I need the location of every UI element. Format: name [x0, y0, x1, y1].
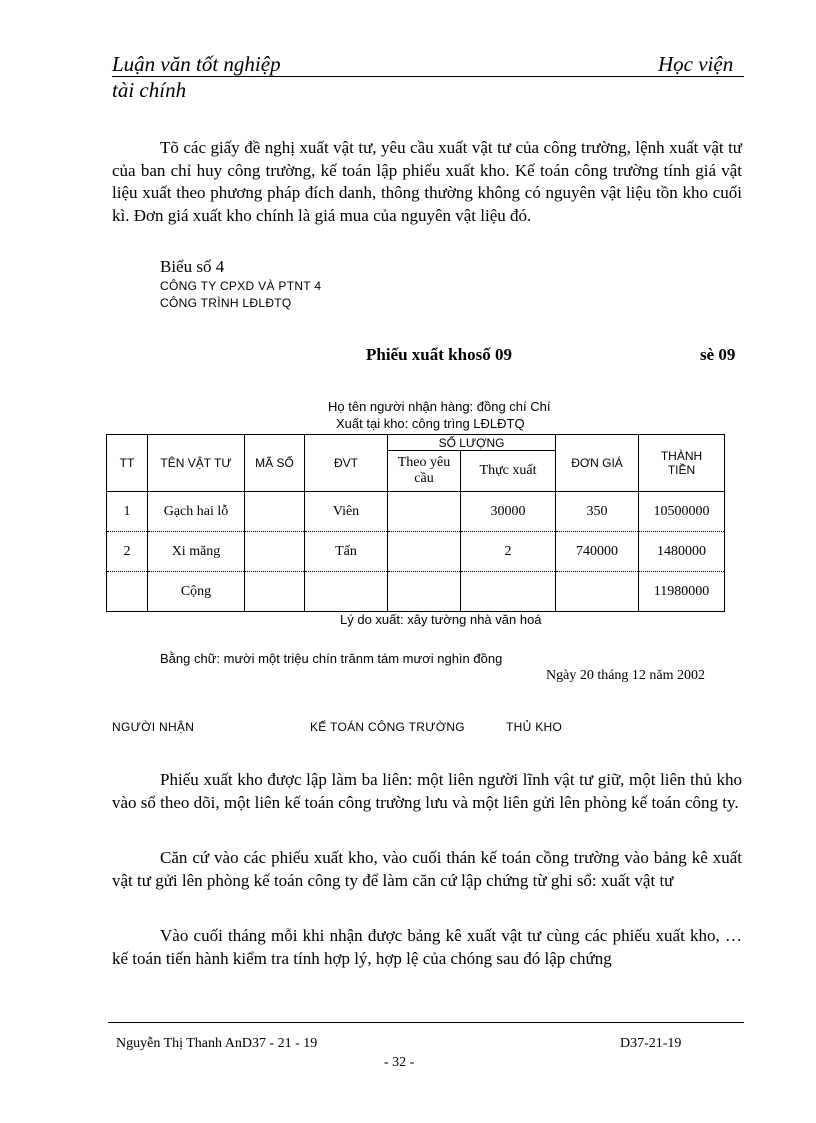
col-amount: THÀNH TIỀN [639, 435, 725, 492]
body-paragraph-1: Phiếu xuất kho được lập làm ba liên: một liên người lĩnh vật tư giữ, một liên thủ kho vào sổ theo dõi, một liên kế toán công trường lưu và một liên gửi lên phòng kế toán công ty. [112, 770, 742, 812]
col-tt: TT [107, 435, 148, 492]
warehouse-line: Xuất tại kho: công trìng LĐLĐTQ [336, 416, 525, 431]
table-row [107, 492, 725, 532]
cell-code [245, 492, 305, 532]
col-qty-actual: Thực xuất [461, 451, 556, 492]
cell-actual: 2 [461, 532, 556, 572]
body-paragraph-3: Vào cuối tháng mỗi khi nhận được bảng kê xuất vật tư cùng các phiếu xuất kho, … kế toán tiến hành kiểm tra tính hợp lý, hợp lệ của chóng sau đó lập chứng [112, 926, 742, 968]
table-row [107, 532, 725, 572]
cell-price: 350 [556, 492, 639, 532]
cell-actual: 30000 [461, 492, 556, 532]
cell-tt: 1 [107, 492, 148, 532]
body-paragraph-2: Căn cứ vào các phiếu xuất kho, vào cuối thán kế toán cồng trường vào bảng kê xuất vật tư gửi lên phòng kế toán công ty để làm căn cứ lập chứng từ ghi sổ: xuất vật tư [112, 848, 742, 890]
issue-slip-table [106, 434, 725, 612]
issue-date: Ngày 20 tháng 12 năm 2002 [546, 668, 706, 683]
col-qty-group: SỐ LƯỢNG [388, 435, 556, 451]
signature-storekeeper: THỦ KHO [506, 720, 563, 734]
site-name: CÔNG TRÌNH LĐLĐTQ [160, 296, 292, 310]
total-row [107, 572, 725, 612]
col-unit: ĐVT [305, 435, 388, 492]
header-left-line2: tài chính [112, 78, 187, 102]
header-right: Học viện [658, 52, 734, 76]
cell-name: Gạch hai lỗ [148, 492, 245, 532]
signature-receiver: NGƯỜI NHẬN [112, 720, 195, 734]
form-number: sè 09 [700, 345, 736, 364]
cell-code [245, 532, 305, 572]
header-left: Luận văn tốt nghiệp [112, 52, 281, 76]
header-rule [112, 76, 744, 77]
col-unit-price: ĐƠN GIÁ [556, 435, 639, 492]
cell-requested [388, 532, 461, 572]
footer-rule [108, 1022, 744, 1023]
footer-author: Nguyễn Thị Thanh AnD37 - 21 - 19 [116, 1036, 318, 1051]
total-amount: 11980000 [639, 572, 725, 612]
col-code: MÃ SỐ [245, 435, 305, 492]
footer-code: D37-21-19 [620, 1036, 682, 1051]
cell-tt: 2 [107, 532, 148, 572]
intro-paragraph: Tõ các giấy đề nghị xuất vật tư, yêu cầu xuất vật tư của công trường, lệnh xuất vật tư của ban chỉ huy công trường, kế toán lập phiếu xuất kho. Kế toán công trường tính giá vật liệu xuất theo phương pháp đích danh, thông thường không có nguyên vật liệu tồn kho cuối kì. Đơn giá xuất kho chính là giá mua của nguyên vật liệu đó. [112, 138, 742, 225]
cell-name: Xi măng [148, 532, 245, 572]
cell-price: 740000 [556, 532, 639, 572]
form-title: Phiếu xuất khosố 09 [366, 345, 512, 364]
reason-line: Lý do xuất: xây tường nhà văn hoá [340, 612, 542, 627]
amount-in-words: Bằng chữ: mười một triệu chín trănm tám mươi nghìn đồng [160, 651, 503, 666]
signature-accountant: KẾ TOÁN CÔNG TRƯỜNG [310, 720, 465, 734]
cell-amount: 1480000 [639, 532, 725, 572]
cell-requested [388, 492, 461, 532]
col-name: TÊN VẬT TƯ [148, 435, 245, 492]
total-label: Cộng [148, 572, 245, 612]
cell-unit: Viên [305, 492, 388, 532]
company-name: CÔNG TY CPXD VÀ PTNT 4 [160, 279, 322, 293]
form-label: Biểu số 4 [160, 257, 225, 276]
col-qty-requested: Theo yêu cầu [388, 451, 461, 492]
receiver-line: Họ tên người nhận hàng: đồng chí Chí [328, 399, 551, 414]
page-number: - 32 - [384, 1055, 415, 1070]
cell-amount: 10500000 [639, 492, 725, 532]
cell-unit: Tấn [305, 532, 388, 572]
